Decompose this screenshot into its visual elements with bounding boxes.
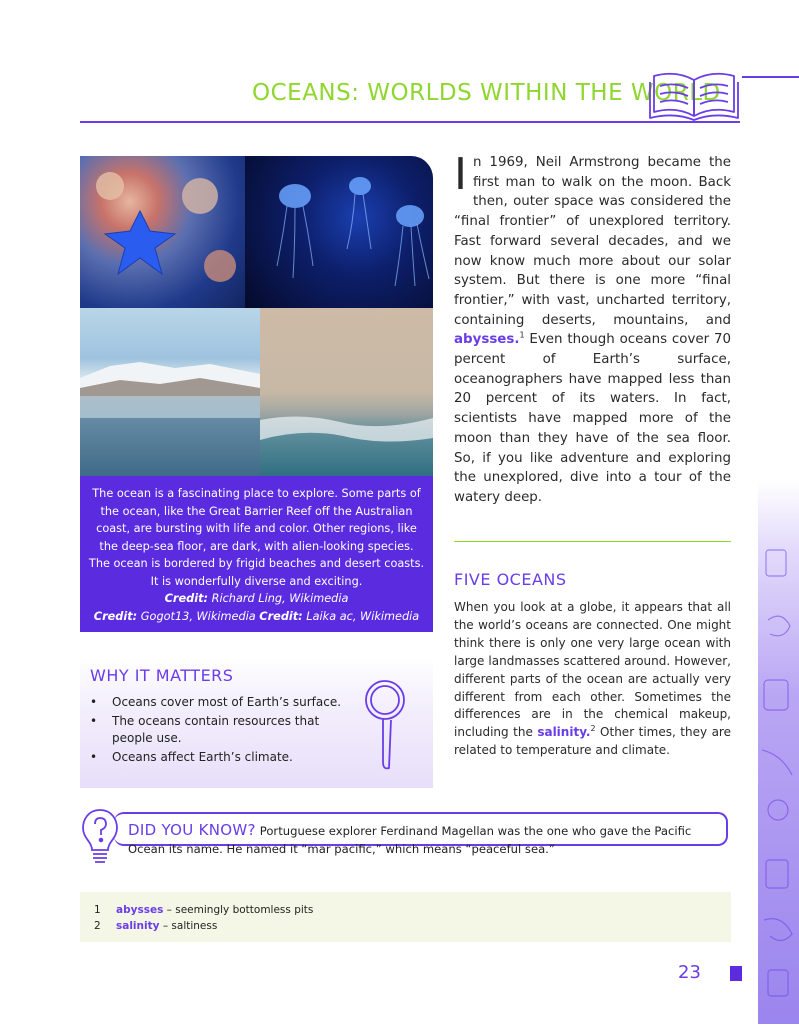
reef-photo [80,156,245,308]
footnote-definition: – saltiness [159,920,218,932]
arctic-photo [80,308,260,476]
did-you-know-text [128,822,718,858]
credit-name: Gogot13, Wikimedia [140,609,256,623]
why-it-matters-box [80,656,433,788]
section-body [454,599,731,760]
decorative-side-strip [758,480,799,1024]
credit-label: Credit: [93,609,138,623]
page-marker [730,966,742,981]
magnifying-glass-icon [357,674,417,778]
light-bulb-question-icon [80,806,120,874]
page-title: OCEANS: WORLDS WITHIN THE WORLD [252,80,721,106]
header-rule [80,121,740,123]
credit-name: Richard Ling, Wikimedia [211,592,349,605]
list-item: • Oceans affect Earth’s climate. [88,749,350,767]
why-it-matters-title: WHY IT MATTERS [90,666,234,685]
page-number: 23 [678,962,701,983]
credit-name: Laika ac, Wikimedia [306,609,420,623]
glossary-term: abysses. [454,332,520,348]
footnote-row [94,904,313,916]
jellyfish-photo [245,156,433,308]
article-body [454,149,731,508]
footnote-ref: 2 [590,724,596,734]
desert-coast-photo [260,308,433,476]
did-you-know-body: Portuguese explorer Ferdinand Magellan was the one who gave the Pacific Ocean its name. He named it “mar pacific,” which means “peaceful sea.” [128,824,692,856]
section-heading: FIVE OCEANS [454,570,567,589]
list-item: • The oceans contain resources that people use. [88,713,350,748]
photo-caption [80,476,433,632]
footnote-term: salinity [116,920,160,932]
section-divider [454,541,731,542]
footnote-row [94,920,217,932]
did-you-know-title: DID YOU KNOW? [128,821,256,839]
credit-label: Credit: [259,609,303,623]
open-book-icon [646,66,742,126]
footnote-ref: 1 [519,330,525,340]
footnotes [80,892,731,942]
list-item: • Oceans cover most of Earth’s surface. [88,694,350,712]
footnote-definition: – seemingly bottomless pits [163,904,314,916]
drop-cap: I [454,149,467,200]
section-text-part: Other times, they are related to temperature and climate. [454,725,731,758]
footnote-term: abysses [116,904,164,916]
article-text-part: n 1969, Neil Armstrong became the first man to walk on the moon. Back then, outer space was considered the “final frontier” of unexplored territory. Fast forward several decades, and we now know much more about our solar system. But there is one more “final frontier,” with vast, uncharted territory, containing deserts, mountains, and [454,155,731,328]
section-text-part: When you look at a globe, it appears that all the world’s oceans are connected. One might think there is only one very large ocean with large landmasses scattered around. However, different parts of the ocean are actually very different from each other. Sometimes the differences are in the chemical makeup, including the [454,600,731,740]
why-it-matters-list [88,694,350,767]
caption-text: The ocean is a fascinating place to explore. Some parts of the ocean, like the Great Barrier Reef off the Australian coast, are bursting with life and color. Other regions, like the deep-sea floor, are dark, with alien-looking species. The ocean is bordered by frigid beaches and desert coasts. It is wonderfully diverse and exciting. [88,487,425,588]
glossary-term: salinity. [537,725,591,740]
header-rule-right [742,76,799,78]
article-text-part: Even though oceans cover 70 percent of Earth’s surface, oceanographers have mapped less than 20 percent of its waters. In fact, scientists have mapped more of the moon than they have of the sea floor. So, if you like adventure and exploring the unexplored, dive into a tour of the watery deep. [454,332,731,505]
footnote-number: 1 [94,904,101,916]
doodle-pattern [758,480,799,1024]
footnote-number: 2 [94,920,101,932]
photo-collage [80,156,433,476]
credit-label: Credit: [164,592,208,605]
